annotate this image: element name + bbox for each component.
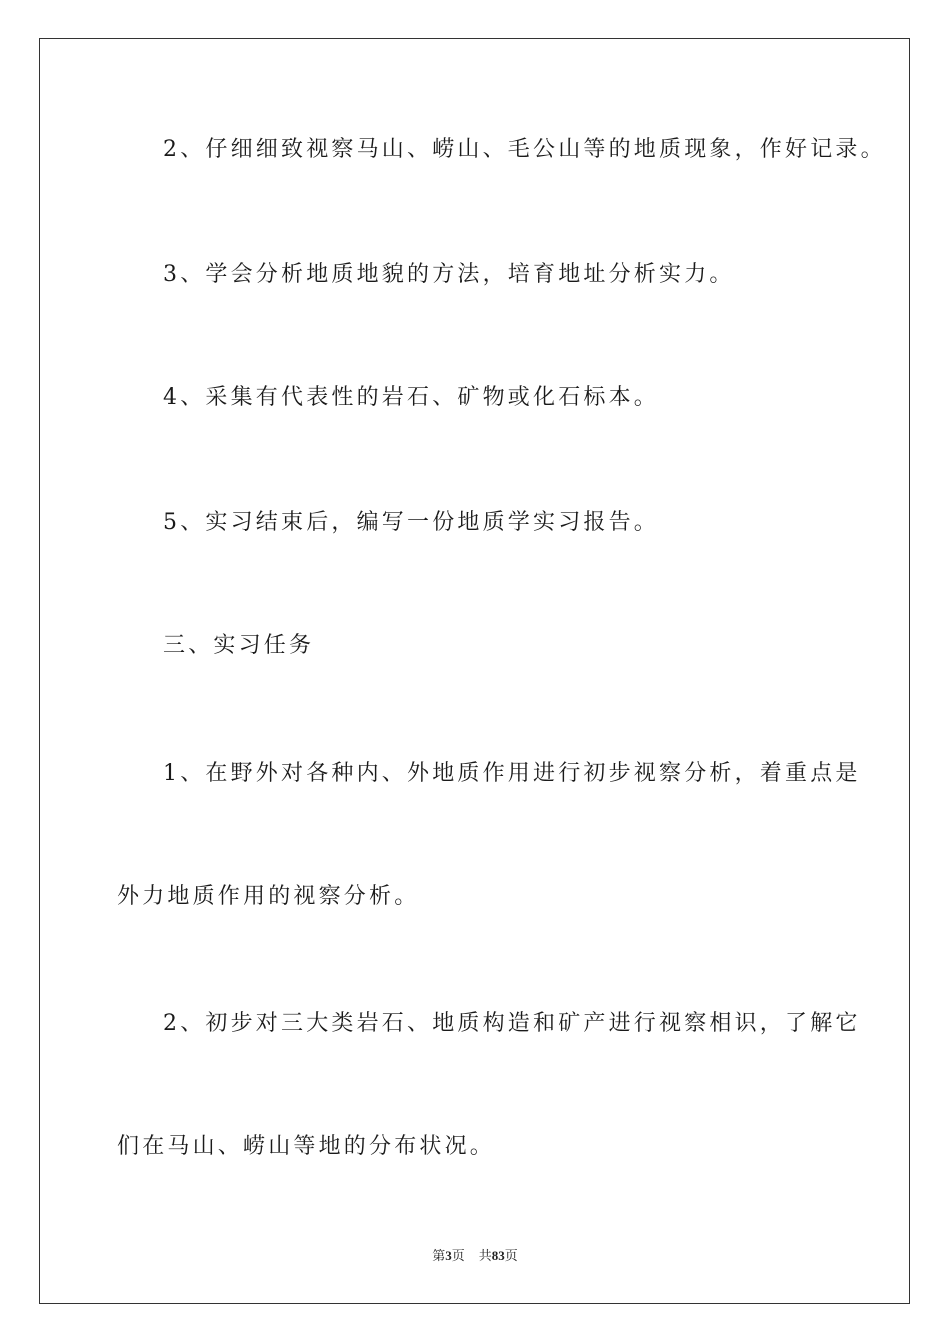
- total-pages: 83: [491, 1248, 505, 1263]
- paragraph-item-4: 4、采集有代表性的岩石、矿物或化石标本。: [163, 385, 659, 410]
- paragraph-task-1-line-1: 1、在野外对各种内、外地质作用进行初步视察分析，着重点是: [163, 761, 861, 786]
- page-footer: [0, 1247, 950, 1266]
- page-prefix: 第: [432, 1249, 446, 1264]
- paragraph-item-3: 3、学会分析地质地貌的方法，培育地址分析实力。: [163, 262, 735, 287]
- page-number: 3: [445, 1248, 452, 1263]
- paragraph-task-1-line-2: 外力地质作用的视察分析。: [117, 884, 420, 909]
- paragraph-task-2-line-2: 们在马山、崂山等地的分布状况。: [117, 1134, 496, 1159]
- paragraph-item-5: 5、实习结束后，编写一份地质学实习报告。: [163, 510, 659, 535]
- total-prefix: 共: [478, 1249, 492, 1264]
- paragraph-task-2-line-1: 2、初步对三大类岩石、地质构造和矿产进行视察相识，了解它: [163, 1011, 861, 1036]
- page-suffix: 页: [451, 1249, 465, 1264]
- page-border: [39, 38, 910, 1304]
- section-heading: 三、实习任务: [163, 633, 315, 658]
- paragraph-item-2: 2、仔细细致视察马山、崂山、毛公山等的地质现象，作好记录。: [163, 137, 886, 162]
- total-suffix: 页: [504, 1249, 518, 1264]
